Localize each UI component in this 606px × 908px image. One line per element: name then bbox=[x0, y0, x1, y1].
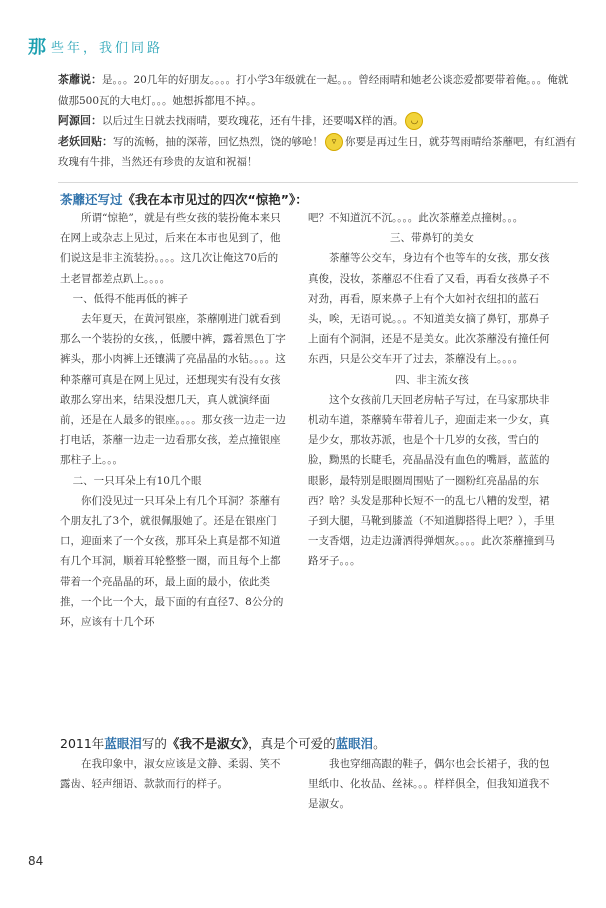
subheading: 一、低得不能再低的裤子 bbox=[72, 292, 189, 305]
subheading: 三、带鼻钉的美女 bbox=[390, 232, 474, 245]
header-logo: 那 bbox=[28, 37, 47, 58]
section2-right-column bbox=[308, 754, 556, 815]
smiley-emoji-icon: ◡ bbox=[405, 112, 423, 130]
paragraph: 你们没见过一只耳朵上有几个耳洞？茶蘼有个朋友扎了3个，就很佩服她了。还是在银座门口，迎面来了一个女孩，那耳朵上真是都不知道有几个耳洞，顺着耳轮整整一圈，而且每个上都带着一个亮晶晶的环，最上面的最小，依此类推，一个比一个大，最下面的有直径7、8公分的环，应该有十几个环 bbox=[60, 494, 284, 629]
dialogue-text-continued: 你要是再过生日，就芬驾雨晴给茶蘼吧，有红酒有玫瑰有牛排，当然还有珍贵的友谊和祝福！ bbox=[58, 135, 576, 168]
page-number: 84 bbox=[28, 854, 44, 868]
speaker-label: 茶蘼说： bbox=[58, 73, 102, 86]
paragraph: 去年夏天，在黄河银座，茶蘼刚进门就看到那么一个装扮的女孩，，低腰中裤，露着黑色丁字裤头，那小肉裤上还镶满了亮晶晶的水钻。。。。这种茶蘼可真是在网上见过，还想现实有没有女孩敢那么穿出来，结果没想几天，真人就演绎面前，还是在人最多的银座。。。。那女孩一边走一边打电话，茶蘼一边走一边看那女孩，差点撞银座那柱子上。。。 bbox=[60, 313, 286, 467]
article-title: 《我在本市见过的四次“惊艳”》 bbox=[122, 192, 296, 207]
speaker-label: 老妖回贴： bbox=[58, 134, 113, 148]
divider bbox=[58, 182, 578, 183]
header-subtitle: 些年，我们同路 bbox=[51, 40, 164, 56]
subheading: 四、非主流女孩 bbox=[395, 373, 469, 386]
article-title: 《我不是淑女》 bbox=[166, 736, 249, 751]
section2-title: 2011年蓝眼泪写的《我不是淑女》，真是个可爱的蓝眼泪。 bbox=[60, 736, 386, 751]
dialogue-text: 以后过生日就去找雨晴，要玫瑰花，还有牛排，还要喝X样的酒。 bbox=[102, 115, 404, 127]
dialogue-line bbox=[58, 132, 578, 173]
paragraph: 我也穿细高跟的鞋子，偶尔也会长裙子，我的包里纸巾、化妆品、丝袜。。。样样俱全，但我知道我不是淑女。 bbox=[308, 758, 550, 811]
paragraph: 这个女孩前几天回老房帖子写过，在马家那块非机动车道，茶蘼骑车带着儿子，迎面走来一少女，真是少女，那妆苏派，也是个十几岁的女孩，雪白的脸，黝黑的长睫毛，亮晶晶没有血色的嘴唇，蓝蓝的眼影，最特别是眼圈周围贴了一圈粉红亮晶晶的东西？啥？头发是那种长短不一的乱七八糟的发型，裙子到大腿，马靴到膝盖（不知道脚搭得上吧？），手里一支香烟，边走边潇洒得弹烟灰。。。。此次茶蘼撞到马路牙子。。。 bbox=[308, 393, 555, 568]
dialogue-text: 是。。。20几年的好朋友。。。。打小学3年级就在一起。。。曾经雨晴和她老公谈恋爱都要带着俺。。。俺就做那500瓦的大电灯。。。她想拆都甩不掉。。 bbox=[58, 74, 569, 107]
section1-right-column bbox=[308, 208, 556, 572]
paragraph: 茶蘼等公交车，身边有个也等车的女孩，那女孩真俊，没妆，茶蘼忍不住看了又看，再看女孩鼻子不对劲，再看，原来鼻子上有个大如衬衣纽扣的蓝石头，唉，无语可说。。。不知道美女摘了鼻钉，那鼻子上面有个洞洞，还是不是美女。此次茶蘼没有撞任何东西，只是公交车开了过去，茶蘼没有上。。。。 bbox=[308, 252, 550, 366]
dialogue-line bbox=[58, 111, 578, 132]
author-name: 茶蘼还写过 bbox=[60, 192, 123, 207]
subheading: 二、一只耳朵上有10几个眼 bbox=[72, 474, 202, 487]
speaker-label: 阿源回： bbox=[58, 114, 102, 127]
intro-dialogue bbox=[58, 70, 578, 173]
section2-left-column bbox=[60, 754, 288, 794]
dialogue-text: 写的流畅，抽的深蒂，回忆热烈，饶的够呛！ bbox=[113, 135, 323, 148]
dialogue-line bbox=[58, 70, 578, 111]
paragraph: 吧？不知道沉不沉。。。。此次茶蘼差点撞树。。。 bbox=[308, 212, 524, 224]
grin-emoji-icon: ▿ bbox=[325, 133, 343, 151]
page-header bbox=[28, 34, 163, 58]
author-name: 蓝眼泪 bbox=[104, 736, 142, 751]
section-title: 茶蘼还写过《我在本市见过的四次“惊艳”》： bbox=[60, 192, 308, 207]
paragraph: 所谓“惊艳”，就是有些女孩的装扮俺本来只在网上或杂志上见过，后来在本市也见到了，他们说这是非主流装扮。。。。这几次让俺这70后的土老冒都差点趴上。。。。 bbox=[60, 212, 281, 285]
paragraph: 在我印象中，淑女应该是文静、柔弱、笑不露齿、轻声细语、款款而行的样子。 bbox=[60, 758, 281, 791]
section1-left-column bbox=[60, 208, 288, 632]
